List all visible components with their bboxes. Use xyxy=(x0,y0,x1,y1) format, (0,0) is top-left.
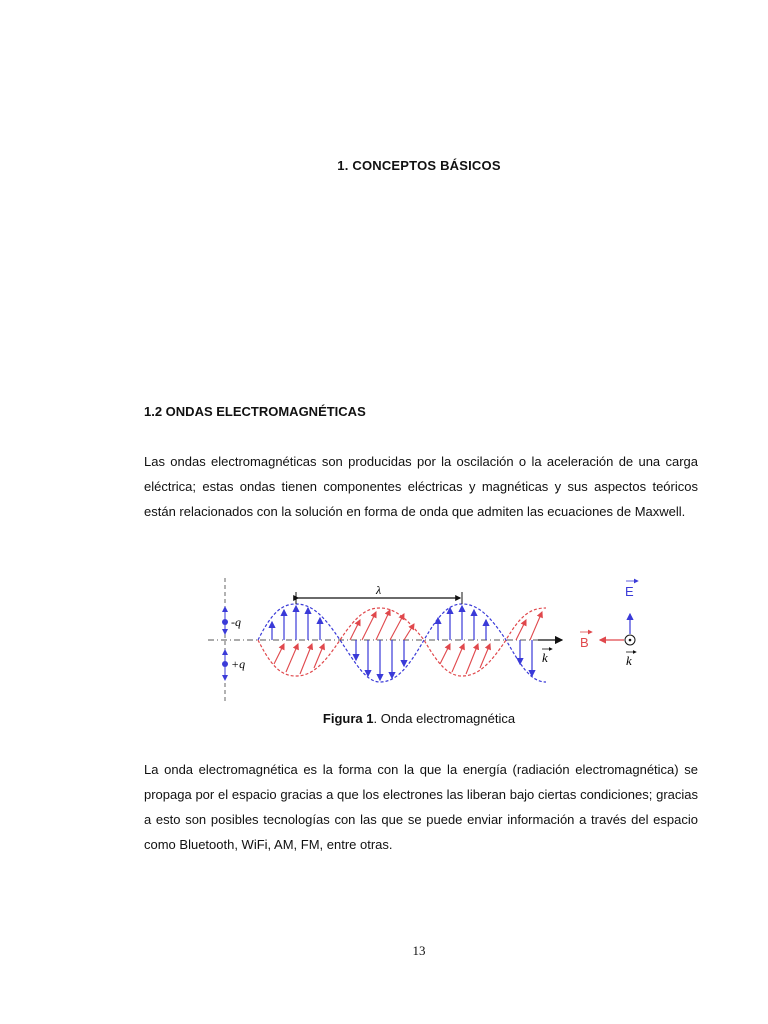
label-plus-q: +q xyxy=(231,657,246,671)
section-title: 1.2 ONDAS ELECTROMAGNÉTICAS xyxy=(144,404,366,419)
label-minus-q: -q xyxy=(231,615,241,629)
label-lambda: λ xyxy=(376,583,382,597)
figure-caption xyxy=(0,711,768,726)
caption-bold: Figura 1 xyxy=(322,711,374,726)
label-k2: k xyxy=(626,653,632,668)
page-number: 13 xyxy=(412,943,426,958)
paragraph-propagation: La onda electromagnética es la forma con la que la energía (radiación electromagnética) se propaga por el espacio gracias a que los electrones las liberan bajo ciertas condiciones; gracias a esto son posibles tecnologías con las que se puede enviar información a través del espacio como Bluetooth, WiFi, AM, FM, entre otras. xyxy=(144,762,698,852)
label-B: B xyxy=(580,635,589,650)
label-k: k xyxy=(542,650,548,665)
magnetic-field-arrows xyxy=(274,610,542,674)
em-wave-figure xyxy=(200,572,660,704)
chapter-title: 1. CONCEPTOS BÁSICOS xyxy=(337,158,501,173)
paragraph-intro: Las ondas electromagnéticas son producidas por la oscilación o la aceleración de una carga eléctrica; estas ondas tienen componentes eléctricas y magnéticas y sus aspectos teóricos están relacionados con la solución en forma de onda que admiten las ecuaciones de Maxwell. xyxy=(144,454,698,519)
label-E: E xyxy=(625,584,634,599)
caption-text: . Onda electromagnética xyxy=(373,711,516,726)
em-wave-diagram xyxy=(200,572,660,704)
